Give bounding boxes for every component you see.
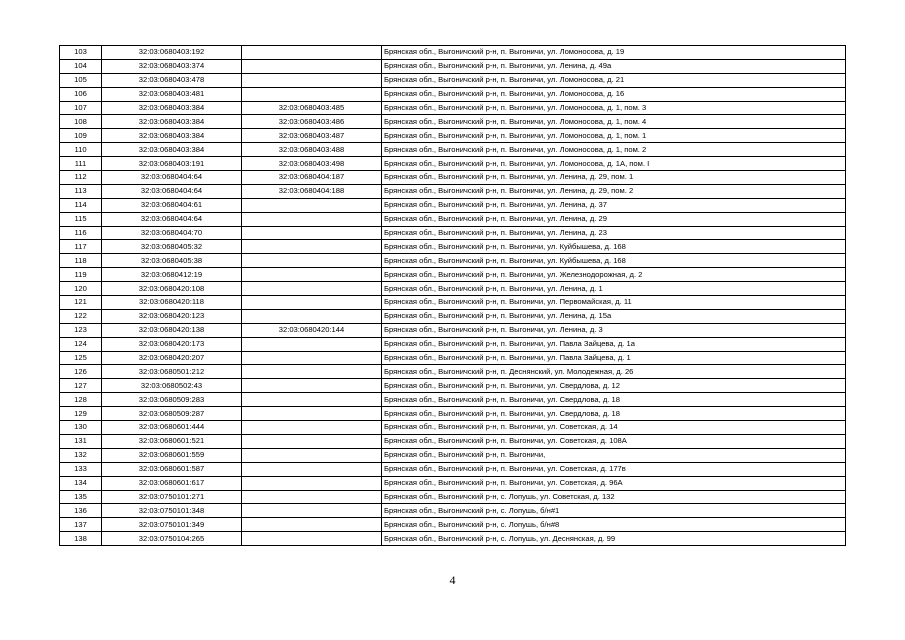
row-number-cell: 125 bbox=[60, 351, 102, 365]
address-cell: Брянская обл., Выгоничский р-н, п. Выгоничи, ул. Ленина, д. 29 bbox=[382, 212, 846, 226]
row-number-cell: 108 bbox=[60, 115, 102, 129]
object-cadastral-number-cell bbox=[242, 254, 382, 268]
object-cadastral-number-cell bbox=[242, 393, 382, 407]
object-cadastral-number-cell: 32:03:0680404:188 bbox=[242, 184, 382, 198]
row-number-cell: 112 bbox=[60, 171, 102, 185]
address-cell: Брянская обл., Выгоничский р-н, п. Выгоничи, bbox=[382, 448, 846, 462]
address-cell: Брянская обл., Выгоничский р-н, п. Выгоничи, ул. Ленина, д. 3 bbox=[382, 323, 846, 337]
object-cadastral-number-cell: 32:03:0680403:487 bbox=[242, 129, 382, 143]
table-row bbox=[60, 101, 846, 115]
row-number-cell: 107 bbox=[60, 101, 102, 115]
row-number-cell: 128 bbox=[60, 393, 102, 407]
cadastral-number-cell: 32:03:0680502:43 bbox=[102, 379, 242, 393]
row-number-cell: 118 bbox=[60, 254, 102, 268]
address-cell: Брянская обл., Выгоничский р-н, п. Выгоничи, ул. Ломоносова, д. 1А, пом. I bbox=[382, 157, 846, 171]
row-number-cell: 106 bbox=[60, 87, 102, 101]
object-cadastral-number-cell bbox=[242, 226, 382, 240]
address-cell: Брянская обл., Выгоничский р-н, с. Лопушь, ул. Советская, д. 132 bbox=[382, 490, 846, 504]
cadastral-number-cell: 32:03:0750101:348 bbox=[102, 504, 242, 518]
table-row bbox=[60, 87, 846, 101]
row-number-cell: 127 bbox=[60, 379, 102, 393]
table-row bbox=[60, 254, 846, 268]
table-row bbox=[60, 504, 846, 518]
object-cadastral-number-cell: 32:03:0680403:485 bbox=[242, 101, 382, 115]
row-number-cell: 104 bbox=[60, 59, 102, 73]
row-number-cell: 109 bbox=[60, 129, 102, 143]
object-cadastral-number-cell bbox=[242, 504, 382, 518]
row-number-cell: 113 bbox=[60, 184, 102, 198]
address-cell: Брянская обл., Выгоничский р-н, п. Выгоничи, ул. Ломоносова, д. 1, пом. 1 bbox=[382, 129, 846, 143]
row-number-cell: 126 bbox=[60, 365, 102, 379]
table-body bbox=[60, 46, 846, 546]
table-row bbox=[60, 462, 846, 476]
cadastral-number-cell: 32:03:0680403:478 bbox=[102, 73, 242, 87]
table-row bbox=[60, 268, 846, 282]
table-row bbox=[60, 476, 846, 490]
row-number-cell: 105 bbox=[60, 73, 102, 87]
table-row bbox=[60, 143, 846, 157]
table-row bbox=[60, 157, 846, 171]
address-cell: Брянская обл., Выгоничский р-н, с. Лопушь, ул. Деснянская, д. 99 bbox=[382, 532, 846, 546]
table-row bbox=[60, 434, 846, 448]
row-number-cell: 122 bbox=[60, 309, 102, 323]
table-row bbox=[60, 337, 846, 351]
object-cadastral-number-cell bbox=[242, 462, 382, 476]
object-cadastral-number-cell: 32:03:0680403:498 bbox=[242, 157, 382, 171]
object-cadastral-number-cell bbox=[242, 365, 382, 379]
address-cell: Брянская обл., Выгоничский р-н, п. Выгоничи, ул. Советская, д. 96А bbox=[382, 476, 846, 490]
cadastral-number-cell: 32:03:0680404:64 bbox=[102, 171, 242, 185]
cadastral-number-cell: 32:03:0680509:287 bbox=[102, 407, 242, 421]
cadastral-number-cell: 32:03:0680501:212 bbox=[102, 365, 242, 379]
row-number-cell: 120 bbox=[60, 282, 102, 296]
table-row bbox=[60, 184, 846, 198]
table-row bbox=[60, 309, 846, 323]
cadastral-number-cell: 32:03:0680420:173 bbox=[102, 337, 242, 351]
object-cadastral-number-cell bbox=[242, 490, 382, 504]
table-row bbox=[60, 518, 846, 532]
cadastral-number-cell: 32:03:0750104:265 bbox=[102, 532, 242, 546]
page-number: 4 bbox=[449, 573, 456, 587]
cadastral-number-cell: 32:03:0680420:123 bbox=[102, 309, 242, 323]
address-cell: Брянская обл., Выгоничский р-н, п. Выгоничи, ул. Советская, д. 108А bbox=[382, 434, 846, 448]
table-row bbox=[60, 351, 846, 365]
cadastral-number-cell: 32:03:0680509:283 bbox=[102, 393, 242, 407]
table-row bbox=[60, 198, 846, 212]
cadastral-number-cell: 32:03:0680420:108 bbox=[102, 282, 242, 296]
address-cell: Брянская обл., Выгоничский р-н, п. Выгоничи, ул. Ломоносова, д. 1, пом. 3 bbox=[382, 101, 846, 115]
row-number-cell: 132 bbox=[60, 448, 102, 462]
address-cell: Брянская обл., Выгоничский р-н, с. Лопушь, б/н#8 bbox=[382, 518, 846, 532]
cadastral-number-cell: 32:03:0750101:271 bbox=[102, 490, 242, 504]
address-cell: Брянская обл., Выгоничский р-н, п. Деснянский, ул. Молодежная, д. 26 bbox=[382, 365, 846, 379]
table-row bbox=[60, 296, 846, 310]
row-number-cell: 110 bbox=[60, 143, 102, 157]
row-number-cell: 134 bbox=[60, 476, 102, 490]
address-cell: Брянская обл., Выгоничский р-н, п. Выгоничи, ул. Ломоносова, д. 1, пом. 2 bbox=[382, 143, 846, 157]
table-row bbox=[60, 171, 846, 185]
row-number-cell: 131 bbox=[60, 434, 102, 448]
object-cadastral-number-cell: 32:03:0680403:486 bbox=[242, 115, 382, 129]
address-cell: Брянская обл., Выгоничский р-н, п. Выгоничи, ул. Ленина, д. 29, пом. 2 bbox=[382, 184, 846, 198]
cadastral-number-cell: 32:03:0680405:38 bbox=[102, 254, 242, 268]
row-number-cell: 130 bbox=[60, 421, 102, 435]
object-cadastral-number-cell bbox=[242, 421, 382, 435]
table-row bbox=[60, 129, 846, 143]
cadastral-number-cell: 32:03:0680404:64 bbox=[102, 212, 242, 226]
row-number-cell: 135 bbox=[60, 490, 102, 504]
cadastral-number-cell: 32:03:0680404:61 bbox=[102, 198, 242, 212]
table-row bbox=[60, 282, 846, 296]
address-cell: Брянская обл., Выгоничский р-н, п. Выгоничи, ул. Советская, д. 14 bbox=[382, 421, 846, 435]
address-cell: Брянская обл., Выгоничский р-н, п. Выгоничи, ул. Ленина, д. 49а bbox=[382, 59, 846, 73]
property-register-table bbox=[59, 45, 846, 546]
cadastral-number-cell: 32:03:0680403:384 bbox=[102, 115, 242, 129]
object-cadastral-number-cell bbox=[242, 337, 382, 351]
row-number-cell: 103 bbox=[60, 46, 102, 60]
cadastral-number-cell: 32:03:0680601:444 bbox=[102, 421, 242, 435]
row-number-cell: 133 bbox=[60, 462, 102, 476]
object-cadastral-number-cell bbox=[242, 296, 382, 310]
address-cell: Брянская обл., Выгоничский р-н, с. Лопушь, б/н#1 bbox=[382, 504, 846, 518]
cadastral-number-cell: 32:03:0680405:32 bbox=[102, 240, 242, 254]
address-cell: Брянская обл., Выгоничский р-н, п. Выгоничи, ул. Ленина, д. 29, пом. 1 bbox=[382, 171, 846, 185]
cadastral-number-cell: 32:03:0750101:349 bbox=[102, 518, 242, 532]
cadastral-number-cell: 32:03:0680403:191 bbox=[102, 157, 242, 171]
row-number-cell: 119 bbox=[60, 268, 102, 282]
table-row bbox=[60, 448, 846, 462]
object-cadastral-number-cell bbox=[242, 198, 382, 212]
object-cadastral-number-cell bbox=[242, 351, 382, 365]
address-cell: Брянская обл., Выгоничский р-н, п. Выгоничи, ул. Свердлова, д. 18 bbox=[382, 393, 846, 407]
cadastral-number-cell: 32:03:0680403:384 bbox=[102, 143, 242, 157]
address-cell: Брянская обл., Выгоничский р-н, п. Выгоничи, ул. Ломоносова, д. 19 bbox=[382, 46, 846, 60]
table-row bbox=[60, 407, 846, 421]
table-row bbox=[60, 421, 846, 435]
object-cadastral-number-cell bbox=[242, 268, 382, 282]
address-cell: Брянская обл., Выгоничский р-н, п. Выгоничи, ул. Ломоносова, д. 21 bbox=[382, 73, 846, 87]
cadastral-number-cell: 32:03:0680601:521 bbox=[102, 434, 242, 448]
object-cadastral-number-cell bbox=[242, 282, 382, 296]
object-cadastral-number-cell: 32:03:0680404:187 bbox=[242, 171, 382, 185]
table-row bbox=[60, 240, 846, 254]
row-number-cell: 116 bbox=[60, 226, 102, 240]
object-cadastral-number-cell bbox=[242, 59, 382, 73]
cadastral-number-cell: 32:03:0680601:559 bbox=[102, 448, 242, 462]
address-cell: Брянская обл., Выгоничский р-н, п. Выгоничи, ул. Ленина, д. 23 bbox=[382, 226, 846, 240]
address-cell: Брянская обл., Выгоничский р-н, п. Выгоничи, ул. Ленина, д. 1 bbox=[382, 282, 846, 296]
row-number-cell: 124 bbox=[60, 337, 102, 351]
cadastral-number-cell: 32:03:0680404:64 bbox=[102, 184, 242, 198]
cadastral-number-cell: 32:03:0680601:587 bbox=[102, 462, 242, 476]
object-cadastral-number-cell bbox=[242, 240, 382, 254]
object-cadastral-number-cell bbox=[242, 87, 382, 101]
row-number-cell: 129 bbox=[60, 407, 102, 421]
object-cadastral-number-cell bbox=[242, 448, 382, 462]
table-row bbox=[60, 490, 846, 504]
table-row bbox=[60, 393, 846, 407]
row-number-cell: 115 bbox=[60, 212, 102, 226]
address-cell: Брянская обл., Выгоничский р-н, п. Выгоничи, ул. Павла Зайцева, д. 1а bbox=[382, 337, 846, 351]
table-row bbox=[60, 323, 846, 337]
row-number-cell: 121 bbox=[60, 296, 102, 310]
address-cell: Брянская обл., Выгоничский р-н, п. Выгоничи, ул. Куйбышева, д. 168 bbox=[382, 240, 846, 254]
object-cadastral-number-cell: 32:03:0680403:488 bbox=[242, 143, 382, 157]
cadastral-number-cell: 32:03:0680403:481 bbox=[102, 87, 242, 101]
address-cell: Брянская обл., Выгоничский р-н, п. Выгоничи, ул. Ломоносова, д. 1, пом. 4 bbox=[382, 115, 846, 129]
object-cadastral-number-cell bbox=[242, 73, 382, 87]
table-row bbox=[60, 115, 846, 129]
row-number-cell: 123 bbox=[60, 323, 102, 337]
object-cadastral-number-cell bbox=[242, 518, 382, 532]
object-cadastral-number-cell bbox=[242, 407, 382, 421]
object-cadastral-number-cell bbox=[242, 212, 382, 226]
address-cell: Брянская обл., Выгоничский р-н, п. Выгоничи, ул. Первомайская, д. 11 bbox=[382, 296, 846, 310]
table-row bbox=[60, 212, 846, 226]
address-cell: Брянская обл., Выгоничский р-н, п. Выгоничи, ул. Куйбышева, д. 168 bbox=[382, 254, 846, 268]
address-cell: Брянская обл., Выгоничский р-н, п. Выгоничи, ул. Советская, д. 177в bbox=[382, 462, 846, 476]
cadastral-number-cell: 32:03:0680403:192 bbox=[102, 46, 242, 60]
cadastral-number-cell: 32:03:0680420:207 bbox=[102, 351, 242, 365]
row-number-cell: 137 bbox=[60, 518, 102, 532]
cadastral-number-cell: 32:03:0680403:384 bbox=[102, 101, 242, 115]
object-cadastral-number-cell: 32:03:0680420:144 bbox=[242, 323, 382, 337]
row-number-cell: 111 bbox=[60, 157, 102, 171]
object-cadastral-number-cell bbox=[242, 46, 382, 60]
table-row bbox=[60, 532, 846, 546]
object-cadastral-number-cell bbox=[242, 309, 382, 323]
table-row bbox=[60, 73, 846, 87]
table-row bbox=[60, 379, 846, 393]
cadastral-number-cell: 32:03:0680601:617 bbox=[102, 476, 242, 490]
table-row bbox=[60, 365, 846, 379]
row-number-cell: 136 bbox=[60, 504, 102, 518]
address-cell: Брянская обл., Выгоничский р-н, п. Выгоничи, ул. Свердлова, д. 18 bbox=[382, 407, 846, 421]
cadastral-number-cell: 32:03:0680412:19 bbox=[102, 268, 242, 282]
cadastral-number-cell: 32:03:0680403:374 bbox=[102, 59, 242, 73]
cadastral-number-cell: 32:03:0680404:70 bbox=[102, 226, 242, 240]
address-cell: Брянская обл., Выгоничский р-н, п. Выгоничи, ул. Павла Зайцева, д. 1 bbox=[382, 351, 846, 365]
address-cell: Брянская обл., Выгоничский р-н, п. Выгоничи, ул. Свердлова, д. 12 bbox=[382, 379, 846, 393]
address-cell: Брянская обл., Выгоничский р-н, п. Выгоничи, ул. Ленина, д. 15а bbox=[382, 309, 846, 323]
cadastral-number-cell: 32:03:0680420:138 bbox=[102, 323, 242, 337]
table-row bbox=[60, 59, 846, 73]
address-cell: Брянская обл., Выгоничский р-н, п. Выгоничи, ул. Ленина, д. 37 bbox=[382, 198, 846, 212]
address-cell: Брянская обл., Выгоничский р-н, п. Выгоничи, ул. Железнодорожная, д. 2 bbox=[382, 268, 846, 282]
cadastral-number-cell: 32:03:0680420:118 bbox=[102, 296, 242, 310]
address-cell: Брянская обл., Выгоничский р-н, п. Выгоничи, ул. Ломоносова, д. 16 bbox=[382, 87, 846, 101]
row-number-cell: 117 bbox=[60, 240, 102, 254]
row-number-cell: 138 bbox=[60, 532, 102, 546]
object-cadastral-number-cell bbox=[242, 476, 382, 490]
cadastral-number-cell: 32:03:0680403:384 bbox=[102, 129, 242, 143]
row-number-cell: 114 bbox=[60, 198, 102, 212]
object-cadastral-number-cell bbox=[242, 532, 382, 546]
table-row bbox=[60, 46, 846, 60]
table-row bbox=[60, 226, 846, 240]
object-cadastral-number-cell bbox=[242, 434, 382, 448]
object-cadastral-number-cell bbox=[242, 379, 382, 393]
